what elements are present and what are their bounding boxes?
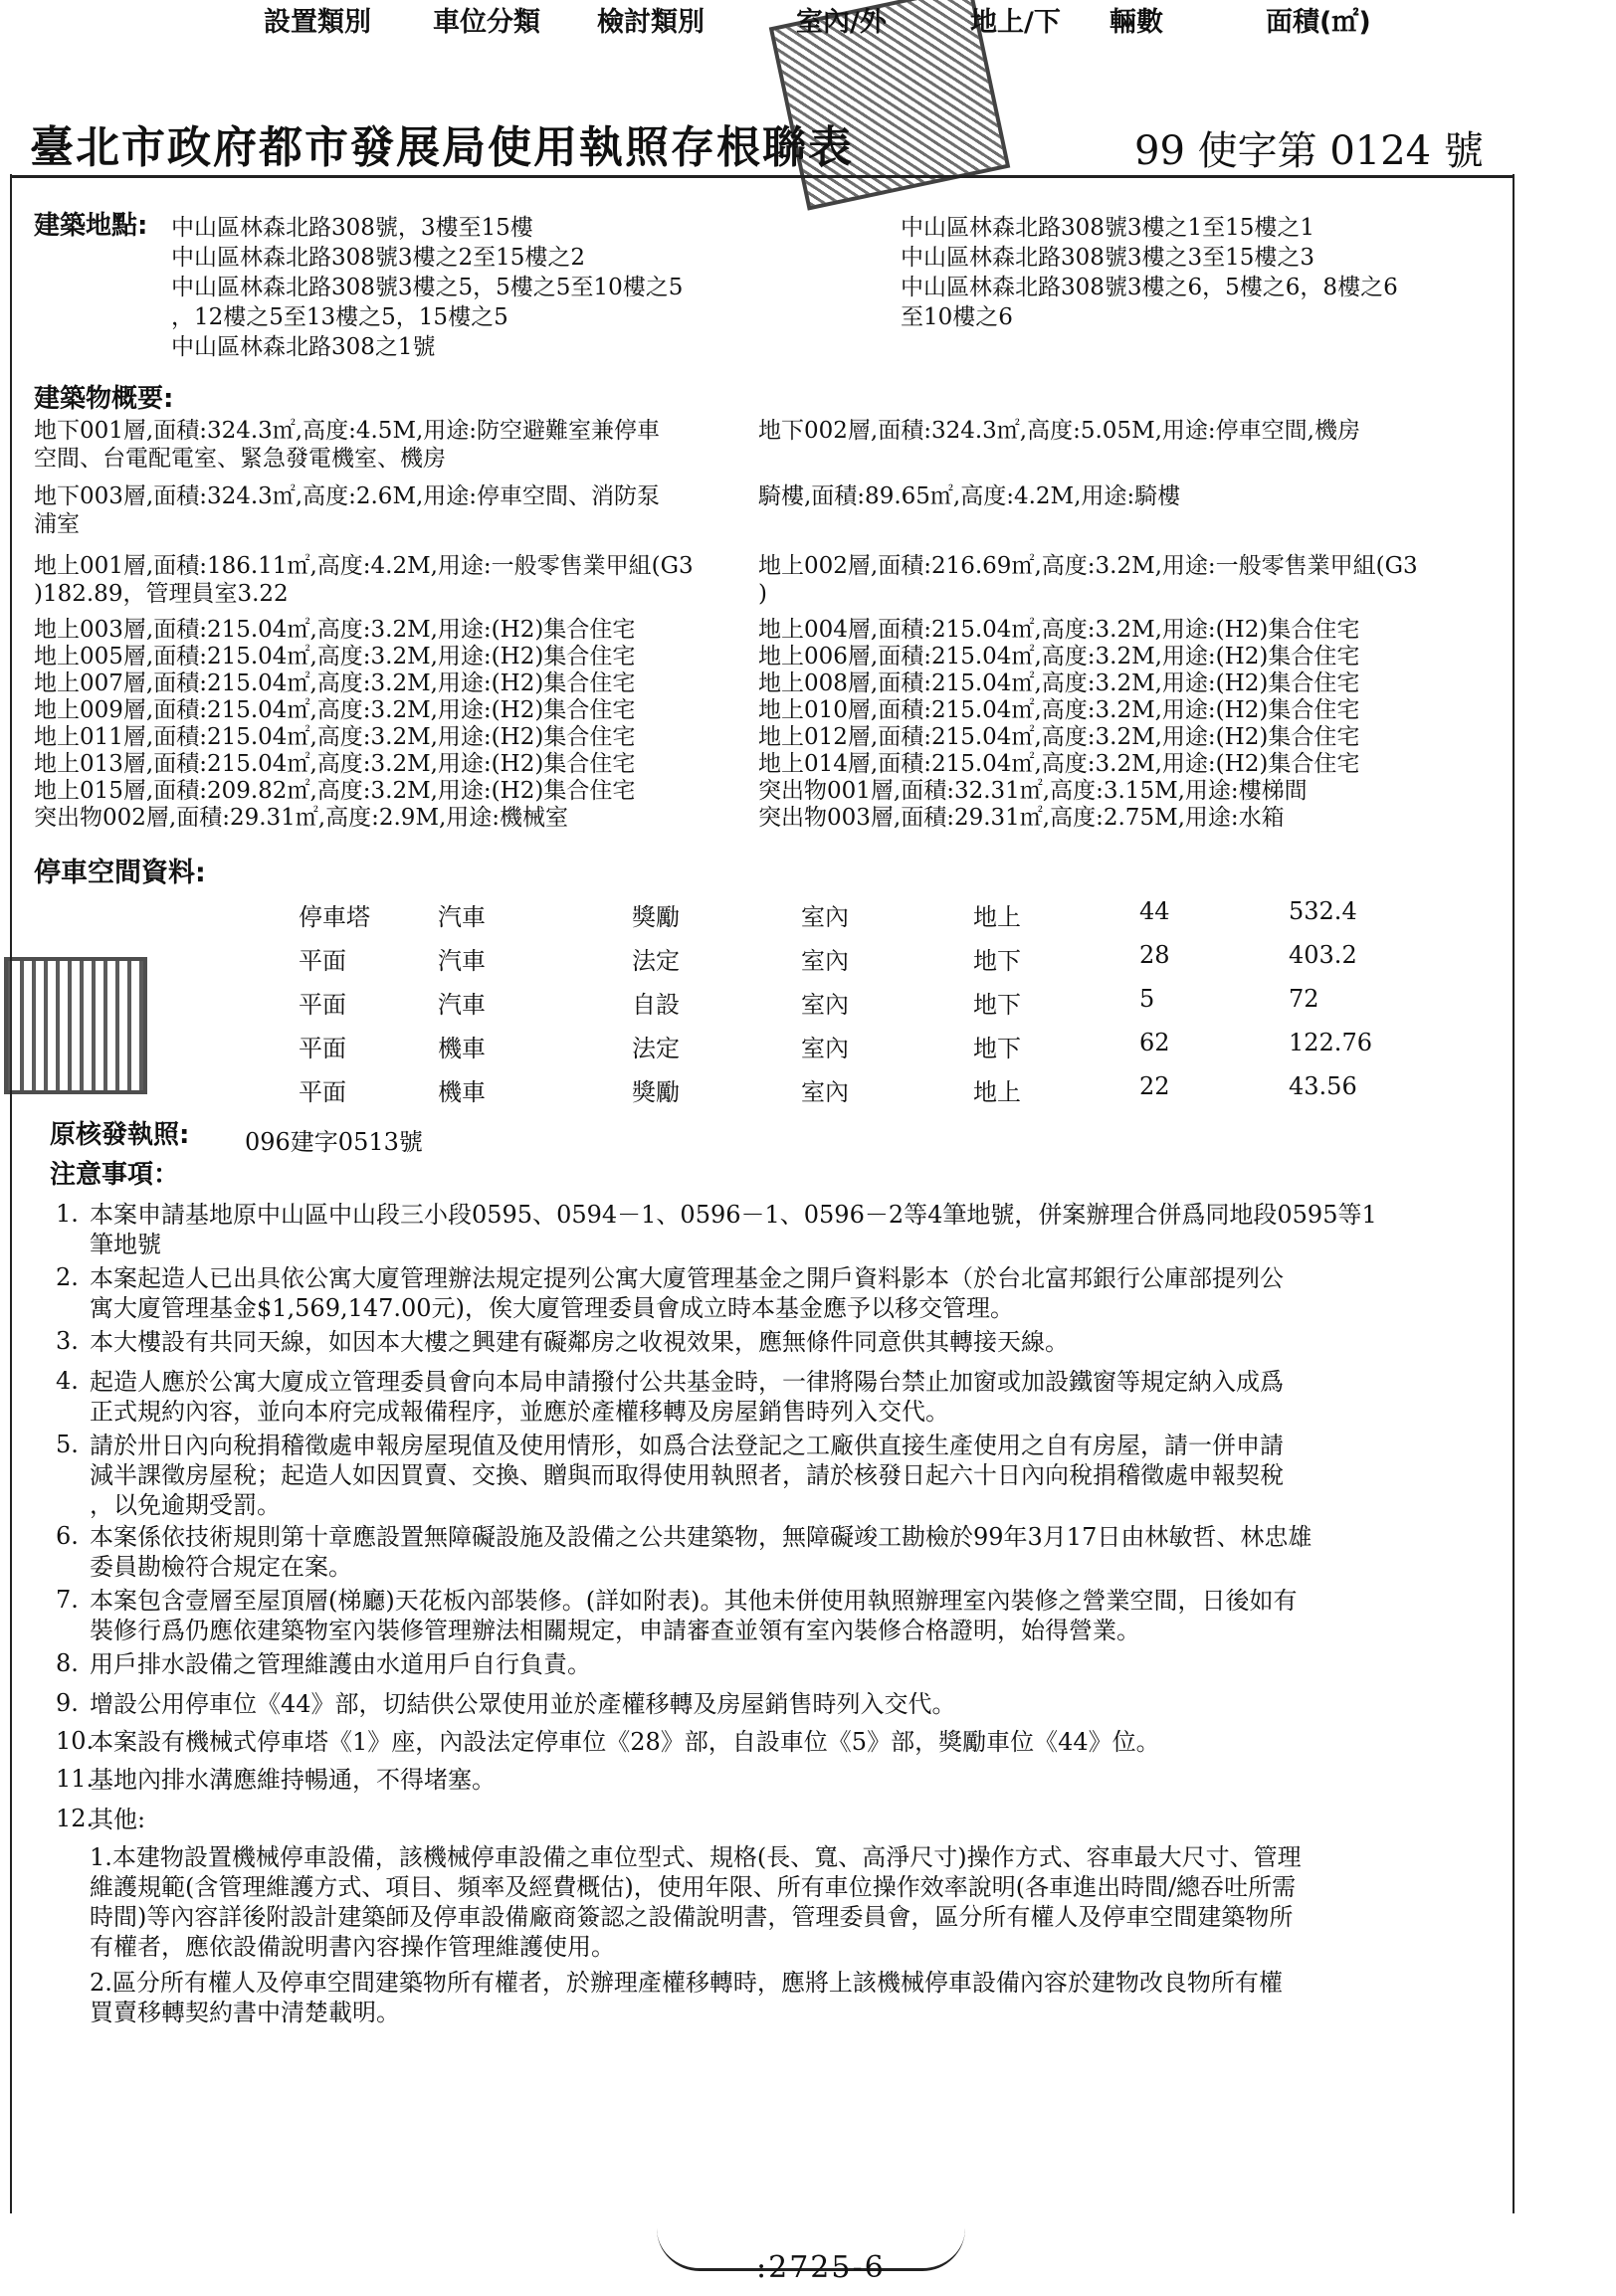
building-floor-line: 騎樓,面積:89.65㎡,高度:4.2M,用途:騎樓: [758, 483, 1181, 509]
parking-cell: 室內: [801, 947, 849, 975]
note-line: 寓大廈管理基金$1,569,147.00元)，俟大廈管理委員會成立時本基金應予以移交管理。: [90, 1294, 1014, 1322]
note-number: 10.: [56, 1727, 95, 1755]
address-line: ，12樓之5至13樓之5，15樓之5: [171, 304, 508, 330]
building-floor-line: 地上001層,面積:186.11㎡,高度:4.2M,用途:一般零售業甲組(G3: [34, 553, 694, 579]
building-floor-line: 地上004層,面積:215.04㎡,高度:3.2M,用途:(H2)集合住宅: [758, 617, 1360, 643]
note-number: 12.: [56, 1805, 95, 1832]
parking-label: 停車空間資料:: [34, 858, 206, 888]
building-summary-label: 建築物概要:: [34, 384, 174, 414]
address-line: 中山區林森北路308號，3樓至15樓: [171, 215, 533, 241]
building-floor-line: 地下001層,面積:324.3㎡,高度:4.5M,用途:防空避難室兼停車: [34, 418, 661, 444]
note-line: 本案包含壹層至屋頂層(梯廳)天花板內部裝修。(詳如附表)。其他未併使用執照辦理室內裝修之營業空間，日後如有: [90, 1587, 1298, 1615]
note-line: 筆地號: [90, 1231, 161, 1258]
building-floor-line: 地上013層,面積:215.04㎡,高度:3.2M,用途:(H2)集合住宅: [34, 751, 636, 777]
note-line: 裝修行爲仍應依建築物室內裝修管理辦法相關規定，申請審查並領有室內裝修合格證明，始得營業。: [90, 1617, 1140, 1644]
building-floor-line: 突出物001層,面積:32.31㎡,高度:3.15M,用途:樓梯間: [758, 778, 1308, 804]
note-number: 8.: [56, 1649, 79, 1677]
parking-column-header: 設置類別: [264, 7, 371, 38]
original-permit-value: 096建字0513號: [245, 1128, 423, 1156]
parking-cell: 汽車: [438, 991, 486, 1019]
note-sub-line: 有權者，應依設備說明書內容操作管理維護使用。: [90, 1933, 615, 1961]
note-number: 11.: [56, 1765, 95, 1793]
address-line: 中山區林森北路308之1號: [171, 334, 436, 360]
building-floor-line: 地上015層,面積:209.82㎡,高度:3.2M,用途:(H2)集合住宅: [34, 778, 636, 804]
building-floor-line: 突出物002層,面積:29.31㎡,高度:2.9M,用途:機械室: [34, 805, 569, 831]
note-line: 減半課徵房屋稅；起造人如因買賣、交換、贈與而取得使用執照者，請於核發日起六十日內向稅捐稽徵處申報契稅: [90, 1461, 1284, 1489]
parking-cell: 停車塔: [299, 903, 370, 931]
parking-cell: 22: [1139, 1072, 1170, 1100]
parking-cell: 地上: [973, 903, 1021, 931]
note-line: 委員勘檢符合規定在案。: [90, 1553, 352, 1581]
side-seal-stamp: [4, 957, 147, 1094]
parking-cell: 地下: [973, 991, 1021, 1019]
notes-label: 注意事項：: [50, 1160, 180, 1190]
parking-cell: 機車: [438, 1035, 486, 1062]
parking-cell: 72: [1289, 985, 1319, 1013]
parking-cell: 地下: [973, 947, 1021, 975]
note-line: 本案起造人已出具依公寓大廈管理辦法規定提列公寓大廈管理基金之開戶資料影本（於台北富邦銀行公庫部提列公: [90, 1264, 1284, 1292]
building-floor-line: 地上014層,面積:215.04㎡,高度:3.2M,用途:(H2)集合住宅: [758, 751, 1360, 777]
note-line: 基地內排水溝應維持暢通，不得堵塞。: [90, 1766, 496, 1794]
parking-column-header: 面積(㎡): [1266, 7, 1371, 38]
address-line: 中山區林森北路308號3樓之2至15樓之2: [171, 245, 586, 271]
parking-cell: 平面: [299, 1078, 346, 1106]
parking-cell: 機車: [438, 1078, 486, 1106]
building-floor-line: 浦室: [34, 511, 80, 537]
note-number: 4.: [56, 1367, 79, 1395]
parking-cell: 室內: [801, 1035, 849, 1062]
address-line: 中山區林森北路308號3樓之6，5樓之6，8樓之6: [901, 275, 1398, 300]
building-floor-line: 地上012層,面積:215.04㎡,高度:3.2M,用途:(H2)集合住宅: [758, 724, 1360, 750]
parking-cell: 地下: [973, 1035, 1021, 1062]
note-number: 3.: [56, 1327, 79, 1355]
building-floor-line: 地上007層,面積:215.04㎡,高度:3.2M,用途:(H2)集合住宅: [34, 670, 636, 696]
note-line: 本案設有機械式停車塔《1》座，內設法定停車位《28》部，自設車位《5》部，獎勵車位《44》位。: [90, 1728, 1160, 1756]
footer-page-mark: :2725-6: [756, 2250, 886, 2285]
note-number: 9.: [56, 1689, 79, 1717]
note-line: 正式規約內容，並向本府完成報備程序，並應於產權移轉及房屋銷售時列入交代。: [90, 1398, 949, 1426]
note-line: 其他:: [90, 1806, 146, 1833]
parking-column-header: 檢討類別: [597, 7, 705, 38]
parking-cell: 汽車: [438, 947, 486, 975]
original-permit-label: 原核發執照:: [50, 1120, 190, 1150]
building-floor-line: )182.89，管理員室3.22: [34, 581, 289, 607]
document-title: 臺北市政府都市發展局使用執照存根聯表: [30, 122, 854, 173]
building-floor-line: 地上003層,面積:215.04㎡,高度:3.2M,用途:(H2)集合住宅: [34, 617, 636, 643]
building-floor-line: 地上010層,面積:215.04㎡,高度:3.2M,用途:(H2)集合住宅: [758, 697, 1360, 723]
address-line: 中山區林森北路308號3樓之5，5樓之5至10樓之5: [171, 275, 684, 300]
parking-cell: 地上: [973, 1078, 1021, 1106]
note-sub-line: 1.本建物設置機械停車設備，該機械停車設備之車位型式、規格(長、寬、高淨尺寸)操作方式、容車最大尺寸、管理: [90, 1843, 1302, 1871]
parking-cell: 532.4: [1289, 897, 1357, 925]
building-floor-line: 地下002層,面積:324.3㎡,高度:5.05M,用途:停車空間,機房: [758, 418, 1360, 444]
building-floor-line: ): [758, 581, 767, 607]
note-number: 5.: [56, 1431, 79, 1458]
address-line: 中山區林森北路308號3樓之3至15樓之3: [901, 245, 1315, 271]
parking-cell: 43.56: [1289, 1072, 1357, 1100]
note-line: 本大樓設有共同天線，如因本大樓之興建有礙鄰房之收視效果，應無條件同意供其轉接天線。: [90, 1328, 1069, 1356]
parking-cell: 44: [1139, 897, 1170, 925]
note-line: 本案申請基地原中山區中山段三小段0595、0594－1、0596－1、0596－2等4筆地號，併案辦理合併爲同地段0595等1: [90, 1201, 1377, 1229]
parking-cell: 室內: [801, 1078, 849, 1106]
note-number: 6.: [56, 1522, 79, 1550]
note-number: 1.: [56, 1200, 79, 1228]
address-line: 至10樓之6: [901, 304, 1013, 330]
parking-cell: 平面: [299, 1035, 346, 1062]
parking-cell: 室內: [801, 903, 849, 931]
parking-cell: 62: [1139, 1029, 1170, 1056]
parking-cell: 平面: [299, 991, 346, 1019]
note-sub-line: 維護規範(含管理維護方式、項目、頻率及經費概估)，使用年限、所有車位操作效率說明(各車進出時間/總吞吐所需: [90, 1873, 1297, 1901]
parking-cell: 28: [1139, 941, 1170, 969]
parking-cell: 法定: [632, 947, 680, 975]
building-floor-line: 地上005層,面積:215.04㎡,高度:3.2M,用途:(H2)集合住宅: [34, 644, 636, 670]
parking-cell: 汽車: [438, 903, 486, 931]
address-line: 中山區林森北路308號3樓之1至15樓之1: [901, 215, 1315, 241]
parking-column-header: 地上/下: [970, 7, 1061, 38]
building-floor-line: 地上002層,面積:216.69㎡,高度:3.2M,用途:一般零售業甲組(G3: [758, 553, 1418, 579]
note-line: 用戶排水設備之管理維護由水道用戶自行負責。: [90, 1650, 591, 1678]
building-floor-line: 地上006層,面積:215.04㎡,高度:3.2M,用途:(H2)集合住宅: [758, 644, 1360, 670]
building-floor-line: 突出物003層,面積:29.31㎡,高度:2.75M,用途:水箱: [758, 805, 1285, 831]
note-line: 本案係依技術規則第十章應設置無障礙設施及設備之公共建築物，無障礙竣工勘檢於99年3月17日由林敏哲、林忠雄: [90, 1523, 1313, 1551]
building-floor-line: 地上011層,面積:215.04㎡,高度:3.2M,用途:(H2)集合住宅: [34, 724, 636, 750]
note-sub-line: 2.區分所有權人及停車空間建築物所有權者，於辦理產權移轉時，應將上該機械停車設備內容於建物改良物所有權: [90, 1969, 1283, 1997]
note-number: 2.: [56, 1263, 79, 1291]
parking-cell: 5: [1139, 985, 1155, 1013]
address-label: 建築地點:: [34, 211, 148, 241]
parking-cell: 獎勵: [632, 903, 680, 931]
building-floor-line: 地下003層,面積:324.3㎡,高度:2.6M,用途:停車空間、消防泵: [34, 483, 661, 509]
parking-column-header: 車位分類: [433, 7, 540, 38]
note-line: 增設公用停車位《44》部，切結供公眾使用並於產權移轉及房屋銷售時列入交代。: [90, 1690, 956, 1718]
parking-cell: 403.2: [1289, 941, 1357, 969]
note-line: ，以免逾期受罰。: [90, 1491, 281, 1519]
permit-number: 99 使字第 0124 號: [1134, 128, 1484, 174]
parking-cell: 自設: [632, 991, 680, 1019]
parking-cell: 室內: [801, 991, 849, 1019]
parking-cell: 獎勵: [632, 1078, 680, 1106]
parking-cell: 平面: [299, 947, 346, 975]
note-sub-line: 時間)等內容詳後附設計建築師及停車設備廠商簽認之設備說明書，管理委員會，區分所有權人及停車空間建築物所: [90, 1903, 1294, 1931]
note-line: 請於卅日內向稅捐稽徵處申報房屋現值及使用情形，如爲合法登記之工廠供直接生產使用之自有房屋，請一併申請: [90, 1432, 1284, 1459]
building-floor-line: 地上008層,面積:215.04㎡,高度:3.2M,用途:(H2)集合住宅: [758, 670, 1360, 696]
building-floor-line: 空間、台電配電室、緊急發電機室、機房: [34, 446, 446, 472]
building-floor-line: 地上009層,面積:215.04㎡,高度:3.2M,用途:(H2)集合住宅: [34, 697, 636, 723]
note-sub-line: 買賣移轉契約書中清楚載明。: [90, 1999, 400, 2026]
parking-column-header: 室內/外: [796, 7, 887, 38]
note-line: 起造人應於公寓大廈成立管理委員會向本局申請撥付公共基金時，一律將陽台禁止加窗或加設鐵窗等規定納入成爲: [90, 1368, 1284, 1396]
parking-column-header: 輛數: [1110, 7, 1163, 38]
parking-cell: 122.76: [1289, 1029, 1372, 1056]
parking-cell: 法定: [632, 1035, 680, 1062]
note-number: 7.: [56, 1586, 79, 1614]
